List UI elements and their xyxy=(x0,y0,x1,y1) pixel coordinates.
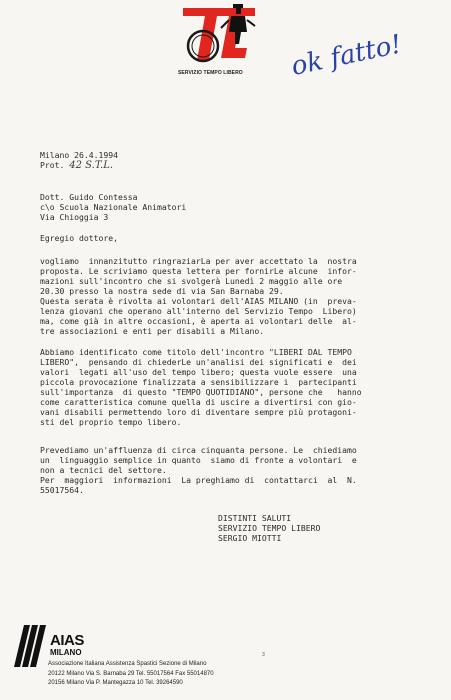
date-line: Milano 26.4.1994 xyxy=(40,150,118,160)
body-line: non a tecnici del settore. xyxy=(40,465,167,475)
logo-caption: SERVIZIO TEMPO LIBERO xyxy=(178,70,243,76)
salutation: Egregio dottore, xyxy=(40,233,118,243)
footer-line: 20156 Milano Via P. Mantegazza 10 Tel. 39264590 xyxy=(48,680,183,686)
servizio-tempo-libero-logo xyxy=(175,2,265,74)
body-line: proposta. Le scriviamo questa lettera per fornirLe alcune infor- xyxy=(40,266,357,276)
closing-line: SERGIO MIOTTI xyxy=(218,533,282,543)
body-line: sti del proprio tempo libero. xyxy=(40,417,182,427)
protocol-line xyxy=(40,160,113,171)
body-line: Prevediamo un'affluenza di circa cinquanta persone. Le chiediamo xyxy=(40,445,357,455)
closing-line: DISTINTI SALUTI xyxy=(218,513,292,523)
body-line: valori legati all'uso del tempo libero; questa vuole essere una xyxy=(40,367,357,377)
closing-line: SERVIZIO TEMPO LIBERO xyxy=(218,523,321,533)
body-line: Per maggiori informazioni La preghiamo di contattarci al N. xyxy=(40,475,357,485)
body-line: Questa serata è rivolta ai volontari dell'AIAS MILANO (in preva- xyxy=(40,296,357,306)
recipient-org: c\o Scuola Nazionale Animatori xyxy=(40,202,187,212)
aias-logo-icon xyxy=(10,617,50,669)
recipient-name: Dott. Guido Contessa xyxy=(40,192,138,202)
footer-line: Associazione Italiana Assistenza Spastici Sezione di Milano xyxy=(48,661,207,667)
body-line: 20.30 presso la nostra sede di via San Barnaba 29. xyxy=(40,286,284,296)
body-line: tre associazioni e enti per disabili a Milano. xyxy=(40,326,265,336)
protocol-label: Prot. xyxy=(40,160,65,170)
body-line: 55017564. xyxy=(40,485,84,495)
body-line: LIBERO", pensando di chiederLe un'analisi dei significati e dei xyxy=(40,357,357,367)
body-line: vogliamo innanzitutto ringraziarLa per aver accettato la nostra xyxy=(40,256,357,266)
body-line: vani disabili permettendo loro di diventare sempre più protagoni- xyxy=(40,407,357,417)
body-line: ma, come già in altre occasioni, è aperta ai volontari delle al- xyxy=(40,316,357,326)
body-line: sull'importanza di questo "TEMPO QUOTIDIANO", persone che hanno xyxy=(40,387,362,397)
page-number: 3 xyxy=(262,652,265,658)
aias-city: MILANO xyxy=(50,648,82,657)
aias-wordmark: AIAS xyxy=(50,632,84,649)
body-line: mazioni sull'incontro che si svolgerà Lunedì 2 maggio alle ore xyxy=(40,276,343,286)
protocol-number: 42 S.T.L. xyxy=(69,160,114,171)
footer-line: 20122 Milano Via S. Barnaba 29 Tel. 55017564 Fax 55014870 xyxy=(48,671,214,677)
body-line: Abbiamo identificato come titolo dell'incontro "LIBERI DAL TEMPO xyxy=(40,347,352,357)
body-line: come caratteristica comune quella di uscire a divertirsi con gio- xyxy=(40,397,357,407)
recipient-address: Via Chioggia 3 xyxy=(40,212,109,222)
body-line: lenza giovani che operano all'interno del Servizio Tempo Libero) xyxy=(40,306,357,316)
body-line: un linguaggio semplice in quanto siamo di fronte a volontari e xyxy=(40,455,357,465)
handwritten-note: ok fatto! xyxy=(288,29,405,82)
body-line: piccola provocazione finalizzata a sensibilizzare i partecipanti xyxy=(40,377,357,387)
